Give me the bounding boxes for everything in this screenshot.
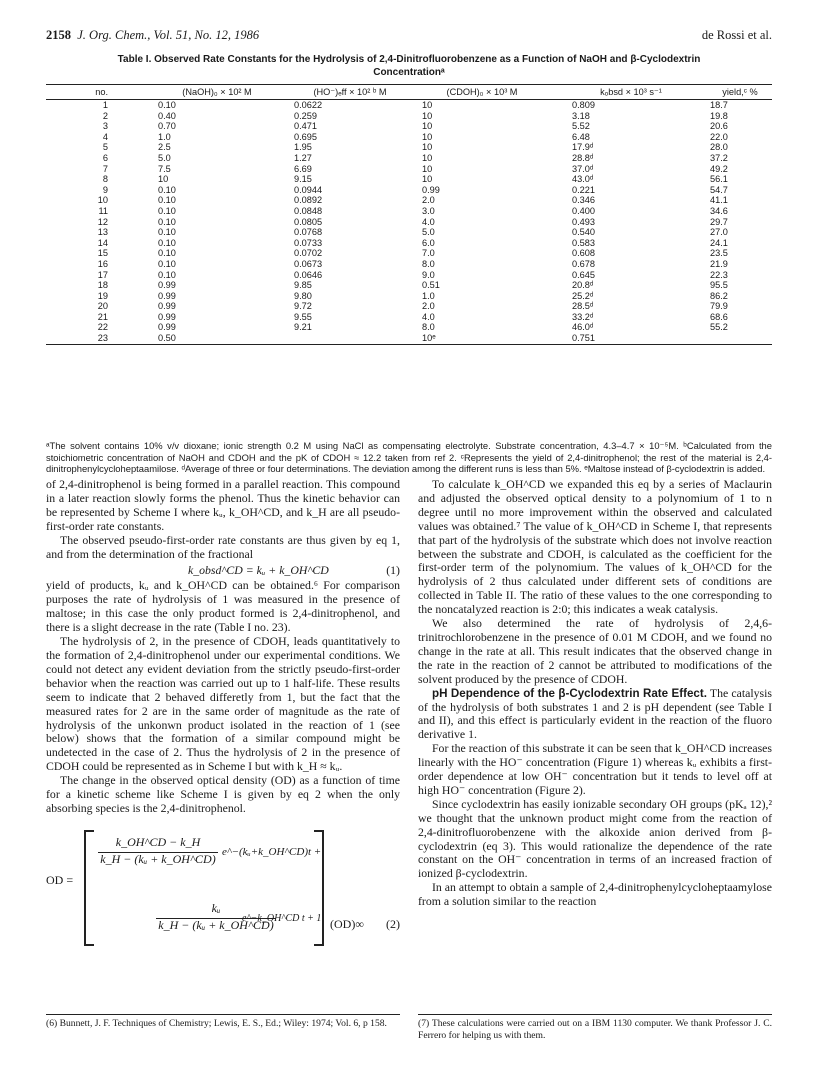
cell-kobsd: 0.583 [572, 237, 595, 248]
table-caption-line2: Concentrationᵃ [373, 66, 445, 78]
cell-naoh: 0.10 [158, 237, 176, 248]
cell-ho-eff: 0.0848 [294, 205, 323, 216]
cell-no: 23 [46, 333, 130, 344]
table-row [46, 164, 772, 175]
cell-cdoh: 10ᵉ [408, 333, 544, 344]
cell-yield: 24.1 [710, 237, 728, 248]
paragraph: To calculate k_OH^CD we expanded this eq by a series of Maclaurin and adjusted the observed optical density to a polynomium of 1 to n degree until no more improvement within the observed and calculated values was obtained.⁷ The value of k_OH^CD in Scheme I, that represents that part of the hydrolysis of the substrate which does not involve reaction between the substrate and CDOH, is calculated as the coefficient for the first-order term of the polynomium. The values of k_OH^CD for the hydrolysis of 2 thus calculated under different sets of conditions are collected in Table II. The ratio of these values to the one corresponding to the noncatalyzed reaction is 2:0; this indicates a weak catalysis. [418, 477, 772, 617]
paragraph: The change in the observed optical density (OD) as a function of time for a kinetic scheme like Scheme I is given by eq 2 when the only absorbing species is the 2,4-dinitrophenol. [46, 773, 400, 815]
cell-cdoh: 10 [422, 142, 433, 153]
table-row [46, 153, 772, 164]
table-notes: ᵃThe solvent contains 10% v/v dioxane; ionic strength 0.2 M using NaCl as compensating electrolyte. Substrate concentration, 4.3–4.7 × 10⁻⁵M. ᵇCalculated from the stoichiometric concentration of NaOH and CDOH and the pK of CDOH ≈ 12.2 taken from ref 2. ᶜRepresents the yield of 2,4-dinitrophenol; the rest of the material is 2,4-dinitrophenylcycloheptaamilose. ᵈAverage of three or four determinations. The deviation among the different runs is less than 5%. ᵉMaltose instead of β-cyclodextrin is added. [46, 440, 772, 474]
table-row [46, 238, 772, 249]
cell-kobsd: 46.0ᵈ [572, 322, 594, 333]
paragraph: For the reaction of this substrate it can be seen that k_OH^CD increases linearly with the HO⁻ concentration (Figure 1) whereas kᵤ exhibits a first-order dependence at low OH⁻ concentration but it tends to level off at high HO⁻ concentration (Figure 2). [418, 741, 772, 797]
cell-ho-eff: 0.471 [294, 121, 317, 132]
table-row [46, 301, 772, 312]
cell-cdoh: 0.51 [422, 280, 440, 291]
cell-cdoh: 10 [422, 163, 433, 174]
cell-yield: 95.5 [710, 280, 728, 291]
paragraph: The observed pseudo-first-order rate constants are thus given by eq 1, and from the determination of the fractional [46, 532, 400, 561]
fraction-2-denominator: k_H − (kᵤ + k_OH^CD) [158, 917, 274, 932]
cell-ho-eff: 0.259 [294, 110, 317, 121]
cell-yield: 49.2 [710, 163, 728, 174]
cell-no: 21 [97, 311, 108, 322]
table-row [46, 322, 772, 333]
equation-2-tail: (OD)∞ [330, 916, 364, 931]
cell-ho-eff: 0.0805 [294, 216, 323, 227]
table-caption-line1: Table I. Observed Rate Constants for the Hydrolysis of 2,4-Dinitrofluorobenzene as a Function of NaOH and β-Cyclodextrin [117, 54, 701, 65]
table-header-row [46, 85, 772, 100]
right-column [418, 478, 772, 909]
table-row [46, 174, 772, 185]
cell-cdoh: 9.0 [422, 269, 435, 280]
cell-yield: 21.9 [710, 258, 728, 269]
cell-yield: 37.2 [710, 152, 728, 163]
cell-kobsd: 28.5ᵈ [572, 301, 594, 312]
cell-naoh: 1.0 [158, 131, 171, 142]
col-header-kobsd: kₒbsd × 10³ s⁻¹ [544, 85, 692, 100]
cell-naoh: 0.10 [158, 205, 176, 216]
section-heading: pH Dependence of the β-Cyclodextrin Rate Effect. [432, 686, 707, 700]
cell-cdoh: 2.0 [422, 195, 435, 206]
table-row [46, 217, 772, 228]
cell-yield: 29.7 [710, 216, 728, 227]
cell-yield: 41.1 [710, 195, 728, 206]
cell-yield: 34.6 [710, 205, 728, 216]
cell-ho-eff: 0.0892 [294, 195, 323, 206]
cell-no: 4 [102, 131, 108, 142]
cell-naoh: 0.10 [158, 258, 176, 269]
equation-2 [46, 822, 400, 952]
left-bracket [84, 830, 94, 946]
cell-kobsd: 3.18 [572, 110, 590, 121]
col-header-no: no. [46, 85, 130, 100]
running-header [46, 28, 772, 46]
equation-1-body: k_obsd^CD = kᵤ + k_OH^CD [188, 563, 329, 578]
cell-no: 17 [97, 269, 108, 280]
cell-cdoh: 10 [422, 131, 433, 142]
cell-ho-eff: 9.72 [294, 301, 312, 312]
exponential-term-1: e^−(kᵤ+k_OH^CD)t + [222, 845, 322, 858]
cell-kobsd: 0.678 [572, 258, 595, 269]
cell-naoh: 0.99 [158, 322, 176, 333]
paragraph: of 2,4-dinitrophenol is being formed in a parallel reaction. This compound in a later reaction slowly forms the phenol. Thus the kinetic behavior can be represented by Scheme I where kᵤ, k_OH^CD, and k_H are all pseudo-first-order rate constants. [46, 477, 400, 533]
cell-kobsd: 33.2ᵈ [572, 311, 594, 322]
cell-naoh: 7.5 [158, 163, 171, 174]
cell-ho-eff: 0.695 [294, 131, 317, 142]
cell-kobsd: 0.493 [572, 216, 595, 227]
cell-kobsd: 43.0ᵈ [572, 174, 594, 185]
cell-yield: 19.8 [710, 110, 728, 121]
cell-ho-eff: 0.0646 [294, 269, 323, 280]
footnote-6: (6) Bunnett, J. F. Techniques of Chemistry; Lewis, E. S., Ed.; Wiley: 1974; Vol. 6, p 158. [46, 1018, 387, 1029]
table-row [46, 270, 772, 281]
cell-cdoh: 1.0 [422, 290, 435, 301]
cell-ho-eff: 0.0702 [294, 248, 323, 259]
header-left [46, 28, 259, 43]
exponential-term-2: e^−k_OH^CD t + 1 [242, 912, 322, 924]
cell-cdoh: 8.0 [422, 322, 435, 333]
table-row [46, 248, 772, 259]
cell-kobsd: 0.346 [572, 195, 595, 206]
cell-ho-eff: 0.0622 [294, 100, 323, 110]
cell-no: 18 [97, 280, 108, 291]
page-number: 2158 [46, 28, 71, 42]
paragraph: The hydrolysis of 2, in the presence of CDOH, leads quantitatively to the formation of 2,4-dinitrophenol under our experimental conditions. We could not detect any evident deviation from the strictly pseudo-first-order behavior when the reaction was carried out up to 1 half-life. These results seem to indicate that 2 behaved differetly from 1, but the fact that the measured rates for 2 are in the same order of magnitude as the rate of hydrolysis of the unkonwn product isolated in the reaction of 1 (see below) shows that the formation of a similar compound might be undetected in the case of 2. Thus the hydrolysis of 2 in the presence of CDOH could be represented as in Scheme I but with k_H ≈ kᵤ. [46, 634, 400, 774]
cell-no: 3 [102, 121, 108, 132]
cell-ho-eff: 0.0673 [294, 258, 323, 269]
cell-kobsd: 25.2ᵈ [572, 290, 594, 301]
cell-cdoh: 10 [422, 174, 433, 185]
cell-naoh: 0.10 [158, 195, 176, 206]
cell-no: 5 [102, 142, 108, 153]
table-row [46, 312, 772, 323]
cell-naoh: 0.50 [130, 333, 278, 344]
cell-cdoh: 4.0 [422, 311, 435, 322]
equation-2-lhs: OD = [46, 872, 74, 887]
table-row [46, 142, 772, 153]
cell-cdoh: 3.0 [422, 205, 435, 216]
rate-constants-table [46, 84, 772, 345]
cell-ho-eff: 1.27 [294, 152, 312, 163]
cell-cdoh: 2.0 [422, 301, 435, 312]
cell-no: 1 [102, 100, 108, 110]
col-header-yield: yield,ᶜ % [692, 85, 772, 100]
cell-kobsd: 5.52 [572, 121, 590, 132]
col-header-ho-eff: (HO⁻)ₑff × 10² ᵇ M [278, 85, 408, 100]
fraction-1-denominator: k_H − (kᵤ + k_OH^CD) [100, 851, 216, 866]
cell-no: 20 [97, 301, 108, 312]
cell-yield: 22.3 [710, 269, 728, 280]
cell-naoh: 0.99 [158, 311, 176, 322]
table-row [46, 100, 772, 111]
cell-kobsd: 0.221 [572, 184, 595, 195]
cell-no: 15 [97, 248, 108, 259]
footnote-rule-right [418, 1014, 772, 1015]
cell-yield: 86.2 [710, 290, 728, 301]
cell-cdoh: 10 [422, 100, 433, 110]
cell-cdoh: 8.0 [422, 258, 435, 269]
cell-naoh: 0.99 [158, 290, 176, 301]
cell-yield: 18.7 [710, 100, 728, 110]
footnote-rule-left [46, 1014, 400, 1015]
cell-naoh: 0.99 [158, 301, 176, 312]
cell-no: 9 [102, 184, 108, 195]
cell-no: 19 [97, 290, 108, 301]
fraction-1 [98, 836, 218, 867]
cell-kobsd: 6.48 [572, 131, 590, 142]
cell-yield: 27.0 [710, 227, 728, 238]
cell-no: 2 [102, 110, 108, 121]
cell-yield [692, 333, 772, 344]
right-bracket [314, 830, 324, 946]
cell-ho-eff: 6.69 [294, 163, 312, 174]
paragraph: Since cyclodextrin has easily ionizable secondary OH groups (pKₐ 12),² we thought that the unknown product might come from the reaction of 2,4-dinitrofluorobenzene with the alkoxide anion derived from β-cyclodextrin (eq 3). This would rationalize the dependence of the rate constant on the OH⁻ concentration in terms of an increased fraction of ionized β-cyclodextrin. [418, 796, 772, 881]
table-body [46, 100, 772, 345]
col-header-cdoh: (CDOH)₀ × 10³ M [408, 85, 544, 100]
cell-kobsd: 17.9ᵈ [572, 142, 594, 153]
table-row [46, 195, 772, 206]
cell-kobsd: 0.608 [572, 248, 595, 259]
cell-ho-eff: 9.15 [294, 174, 312, 185]
cell-no: 16 [97, 258, 108, 269]
cell-cdoh: 4.0 [422, 216, 435, 227]
cell-kobsd: 0.645 [572, 269, 595, 280]
cell-yield: 20.6 [710, 121, 728, 132]
cell-yield: 68.6 [710, 311, 728, 322]
table-row [46, 259, 772, 270]
fraction-1-numerator: k_OH^CD − k_H [98, 836, 218, 853]
header-authors: de Rossi et al. [701, 28, 772, 42]
table-row [46, 227, 772, 238]
cell-kobsd: 28.8ᵈ [572, 152, 594, 163]
table-caption [46, 54, 772, 79]
cell-yield: 23.5 [710, 248, 728, 259]
cell-cdoh: 0.99 [422, 184, 440, 195]
cell-kobsd: 20.8ᵈ [572, 280, 594, 291]
table-row [46, 121, 772, 132]
cell-ho-eff: 9.21 [294, 322, 312, 333]
cell-kobsd: 37.0ᵈ [572, 163, 594, 174]
cell-no: 7 [102, 163, 108, 174]
cell-ho-eff: 0.0768 [294, 227, 323, 238]
journal-citation: J. Org. Chem., Vol. 51, No. 12, 1986 [77, 28, 260, 42]
cell-no: 8 [102, 174, 108, 185]
equation-1-number: (1) [386, 563, 400, 578]
cell-naoh: 0.40 [158, 110, 176, 121]
fraction-2-numerator: kᵤ [156, 902, 276, 919]
col-header-naoh: (NaOH)₀ × 10² M [130, 85, 278, 100]
equation-1 [46, 561, 400, 579]
cell-no: 6 [102, 152, 108, 163]
table-row [46, 291, 772, 302]
cell-kobsd: 0.400 [572, 205, 595, 216]
cell-yield: 54.7 [710, 184, 728, 195]
cell-naoh: 10 [158, 174, 169, 185]
cell-yield: 22.0 [710, 131, 728, 142]
cell-naoh: 0.10 [158, 227, 176, 238]
cell-cdoh: 10 [422, 110, 433, 121]
cell-naoh: 0.10 [158, 248, 176, 259]
table-row [46, 206, 772, 217]
cell-naoh: 0.10 [158, 269, 176, 280]
cell-yield: 28.0 [710, 142, 728, 153]
paragraph: In an attempt to obtain a sample of 2,4-dinitrophenylcycloheptaamylose from a solution similar to the reaction [418, 880, 772, 909]
equation-2-number: (2) [386, 916, 400, 931]
cell-cdoh: 10 [422, 121, 433, 132]
cell-kobsd: 0.751 [544, 333, 692, 344]
paragraph: We also determined the rate of hydrolysis of 2,4,6-trinitrochlorobenzene in the presence of 0.01 M CDOH, and we found no change in the rate at all. This result indicates that the observed change in the rate in the reaction of 2 cannot be attributed to modifications of the solvent produced by the presence of CDOH. [418, 616, 772, 686]
cell-naoh: 0.10 [158, 100, 176, 110]
cell-naoh: 2.5 [158, 142, 171, 153]
cell-cdoh: 6.0 [422, 237, 435, 248]
cell-yield: 56.1 [710, 174, 728, 185]
cell-no: 12 [97, 216, 108, 227]
cell-ho-eff: 9.55 [294, 311, 312, 322]
cell-no: 13 [97, 227, 108, 238]
table-row [46, 132, 772, 143]
cell-kobsd: 0.809 [572, 100, 595, 110]
cell-no: 22 [97, 322, 108, 333]
cell-naoh: 0.10 [158, 184, 176, 195]
cell-naoh: 0.99 [158, 280, 176, 291]
cell-naoh: 5.0 [158, 152, 171, 163]
table-row [46, 280, 772, 291]
cell-no: 14 [97, 237, 108, 248]
footnote-7: (7) These calculations were carried out on a IBM 1130 computer. We thank Professor J. C. Ferrero for helping us with them. [418, 1018, 772, 1041]
cell-yield: 55.2 [710, 322, 728, 333]
table-row [46, 185, 772, 196]
paragraph-with-heading [418, 687, 772, 743]
cell-kobsd: 0.540 [572, 227, 595, 238]
cell-naoh: 0.70 [158, 121, 176, 132]
cell-cdoh: 10 [422, 152, 433, 163]
cell-ho-eff: 9.80 [294, 290, 312, 301]
paragraph-text: The catalysis of the hydrolysis of both substrates 1 and 2 is pH dependent (see Table I and II), and this effect is particularly evident in the reaction of the fluoro derivative 1. [418, 685, 772, 742]
left-column [46, 478, 400, 952]
cell-cdoh: 7.0 [422, 248, 435, 259]
cell-naoh: 0.10 [158, 216, 176, 227]
cell-ho-eff: 1.95 [294, 142, 312, 153]
cell-ho-eff: 0.0944 [294, 184, 323, 195]
paragraph: yield of products, kᵤ and k_OH^CD can be obtained.⁶ For comparison purposes the rate of hydrolysis of 1 was measured in the presence of maltose; in this case the only product formed is 2,4-dinitrophenol, and there is a slight decrease in the rate (Table I no. 23). [46, 578, 400, 635]
cell-no: 11 [98, 205, 108, 216]
cell-ho-eff [278, 333, 408, 344]
table-row [46, 333, 772, 344]
cell-cdoh: 5.0 [422, 227, 435, 238]
table-row [46, 111, 772, 122]
cell-ho-eff: 0.0733 [294, 237, 323, 248]
cell-yield: 79.9 [710, 301, 728, 312]
cell-ho-eff: 9.85 [294, 280, 312, 291]
cell-no: 10 [97, 195, 108, 206]
